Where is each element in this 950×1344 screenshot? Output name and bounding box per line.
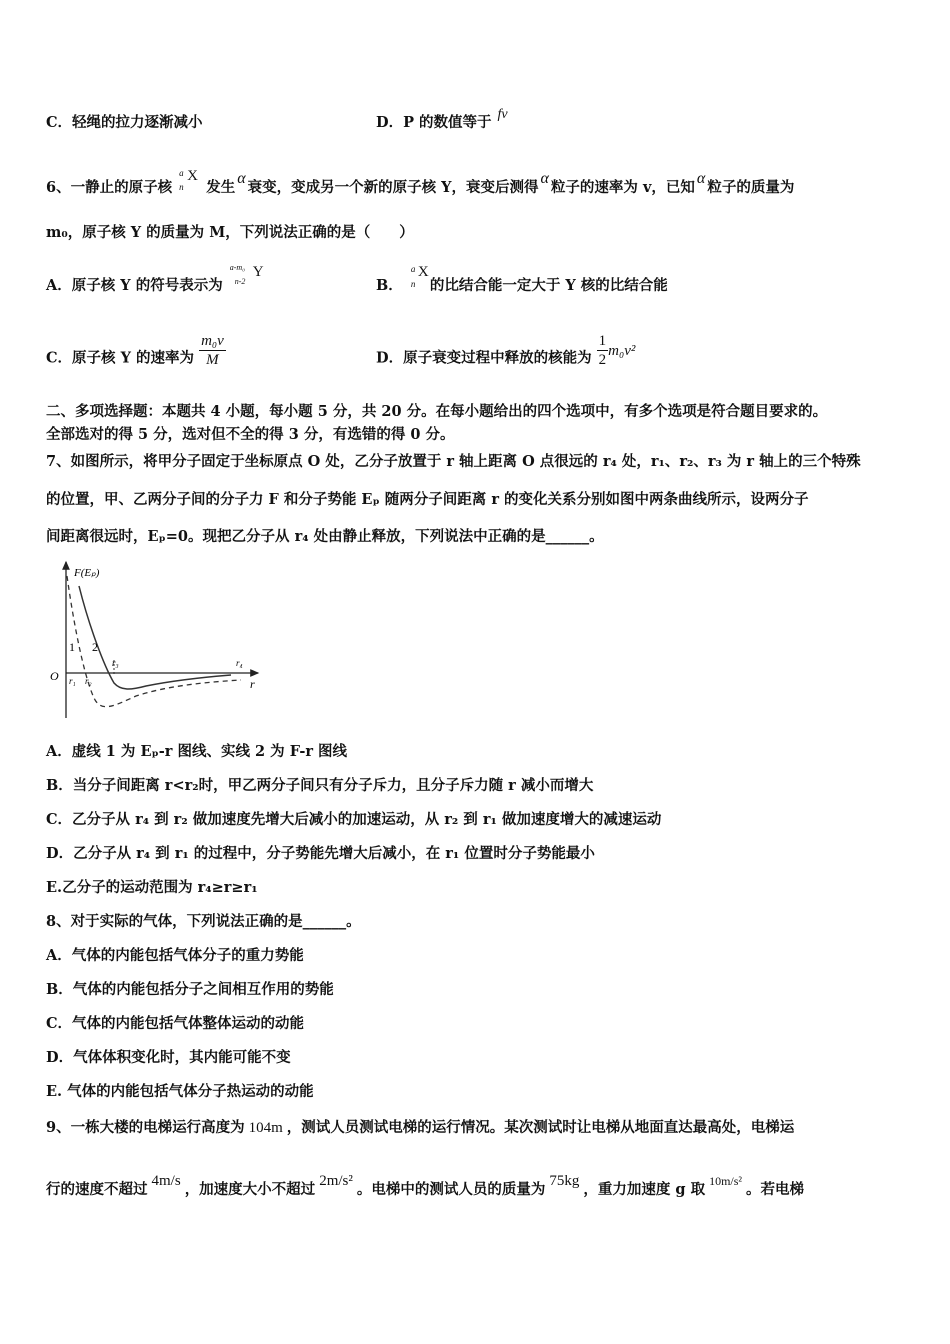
q6-nuclide-a: a (179, 168, 184, 178)
q9-acceleration-value: 2m/s² (319, 1173, 353, 1189)
q6-alpha-2: α (540, 170, 549, 187)
q6-option-b-prefix: B． (376, 277, 403, 294)
q6-option-b-nuclide (408, 264, 430, 290)
q6-option-b-a: a (410, 264, 416, 274)
q9-text-d: ，加速度大小不超过 (184, 1181, 316, 1198)
q6-option-c-fraction (199, 332, 226, 369)
q6-option-d-fraction (597, 332, 609, 369)
q6-option-b-symbol: X (417, 264, 429, 280)
q6-option-d-text: D．原子衰变过程中释放的核能为 (376, 349, 592, 367)
q6-stem-line2: m₀，原子核 Y 的质量为 M，下列说法正确的是（ ） (46, 224, 414, 241)
q6-option-a (46, 263, 272, 296)
q6-option-c (46, 333, 226, 377)
q9-height-value: 104m (248, 1120, 283, 1136)
q7-option-a: A．虚线 1 为 Eₚ-r 图线、实线 2 为 F-r 图线 (46, 743, 348, 760)
q6-option-a-nuclide (228, 263, 272, 290)
q9-mass-value: 75kg (549, 1173, 580, 1189)
q5-option-d-expr: fv (497, 107, 508, 122)
q9-gravity-value: 10m/s² (709, 1174, 743, 1188)
q5-option-d (376, 107, 508, 134)
q9-text-e: 。电梯中的测试人员的质量为 (356, 1181, 546, 1198)
q6-option-a-text: A．原子核 Y 的符号表示为 (46, 277, 223, 294)
q6-nuclide-n: n (179, 182, 184, 192)
graph-ylabel: F(Eₚ) (74, 567, 100, 579)
q7-option-e: E.乙分子的运动范围为 r₄≥r≥r₁ (46, 879, 258, 896)
q6-option-d (376, 333, 636, 377)
q6-text-b: 发生 (206, 179, 236, 196)
q6-text-e: 粒子的质量为 (707, 179, 795, 196)
q8-option-b: B．气体的内能包括分子之间相互作用的势能 (46, 981, 334, 998)
q8-stem: 8、对于实际的气体，下列说法正确的是______。 (46, 913, 361, 930)
q7-stem-line3: 间距离很远时，Eₚ=0。现把乙分子从 r₄ 处由静止释放，下列说法中正确的是______。 (46, 528, 604, 545)
q8-option-c: C．气体的内能包括气体整体运动的动能 (46, 1015, 305, 1032)
q7-stem-line1: 7、如图所示，将甲分子固定于坐标原点 O 处，乙分子放置于 r 轴上距离 O 点很远的 r₄ 处，r₁、r₂、r₃ 为 r 轴上的三个特殊 (46, 453, 861, 470)
q7-option-b: B．当分子间距离 r<r₂时，甲乙两分子间只有分子斥力，且分子斥力随 r 减小而增大 (46, 777, 594, 794)
section2-heading-line2: 全部选对的得 5 分，选对但不全的得 3 分，有选错的得 0 分。 (46, 426, 455, 443)
graph-curve-2-label: 2 (92, 640, 98, 654)
q6-nuclide-x (177, 168, 201, 192)
q6-stem-line1 (46, 168, 795, 198)
graph-r4-label: r₄ (236, 658, 243, 668)
q6-option-b-text: 的比结合能一定大于 Y 核的比结合能 (429, 277, 668, 294)
q7-option-d: D．乙分子从 r₄ 到 r₁ 的过程中，分子势能先增大后减小，在 r₁ 位置时分子势能最小 (46, 845, 595, 862)
q6-option-d-expr: m₀v² (608, 342, 636, 359)
graph-r1-label: r₁ (69, 676, 76, 686)
q6-text-c: 衰变，变成另一个新的原子核 Y，衰变后测得 (247, 179, 539, 196)
q6-text-d: 粒子的速率为 v，已知 (550, 179, 695, 196)
q6-nuclide-symbol: X (187, 168, 198, 184)
q9-text-g: 。若电梯 (746, 1181, 805, 1198)
q5-option-c: C．轻绳的拉力逐渐减小 (46, 114, 203, 131)
q6-text-a: 6、一静止的原子核 (46, 179, 173, 196)
q6-option-a-sub: n-2 (234, 277, 246, 286)
graph-xlabel: r (250, 677, 255, 691)
q6-option-a-symbol: Y (252, 264, 264, 280)
q6-option-d-numerator: 1 (598, 333, 607, 349)
q8-option-e: E. 气体的内能包括气体分子热运动的动能 (46, 1083, 314, 1100)
q6-option-d-denominator: 2 (598, 352, 607, 368)
q9-text-f: ，重力加速度 g 取 (583, 1181, 706, 1198)
q7-force-potential-graph (46, 556, 266, 726)
q8-option-d: D．气体体积变化时，其内能可能不变 (46, 1049, 291, 1066)
q9-text-a: 9、一栋大楼的电梯运行高度为 (46, 1119, 245, 1136)
q9-speed-value: 4m/s (151, 1173, 181, 1189)
q6-alpha-1: α (237, 170, 246, 187)
q9-text-b: ，测试人员测试电梯的运行情况。某次测试时让电梯从地面直达最高处，电梯运 (286, 1119, 795, 1136)
q6-option-c-text: C．原子核 Y 的速率为 (46, 349, 194, 367)
q5-option-d-prefix: D．P 的数值等于 (376, 114, 492, 131)
q8-option-a: A．气体的内能包括气体分子的重力势能 (46, 947, 304, 964)
q9-text-c: 行的速度不超过 (46, 1181, 148, 1198)
q9-stem-line2 (46, 1173, 805, 1200)
graph-curve-1-label: 1 (69, 640, 75, 654)
graph-r2-label: r₂ (85, 676, 92, 686)
q6-option-c-denominator: M (206, 352, 219, 368)
q6-option-b (376, 264, 668, 296)
q6-option-c-numerator: m₀v (201, 333, 224, 349)
section2-heading-line1: 二、多项选择题：本题共 4 小题，每小题 5 分，共 20 分。在每小题给出的四个选项中，有多个选项是符合题目要求的。 (46, 403, 828, 420)
graph-origin-label: O (50, 669, 59, 683)
graph-r3-label: r₃ (112, 658, 119, 668)
q6-option-a-sup: a-m₀ (229, 263, 245, 272)
q6-alpha-3: α (696, 170, 706, 187)
q7-stem-line2: 的位置，甲、乙两分子间的分子力 F 和分子势能 Eₚ 随两分子间距离 r 的变化关系分别如图中两条曲线所示，设两分子 (46, 491, 809, 508)
q7-option-c: C．乙分子从 r₄ 到 r₂ 做加速度先增大后减小的加速运动，从 r₂ 到 r₁ 做加速度增大的减速运动 (46, 811, 662, 828)
q9-stem-line1 (46, 1118, 794, 1138)
q6-option-b-n: n (410, 279, 416, 289)
